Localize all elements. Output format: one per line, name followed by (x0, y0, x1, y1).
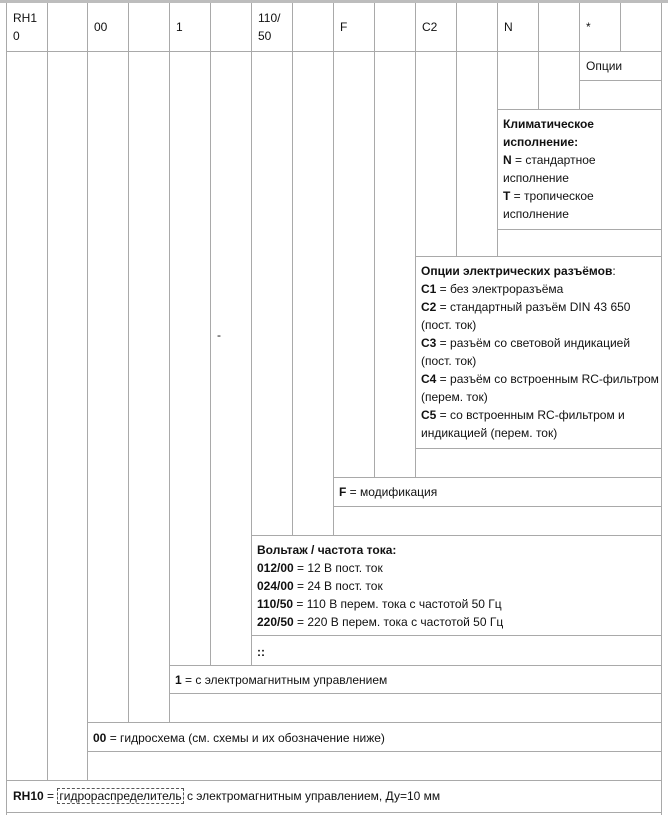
row-line (251, 535, 662, 536)
column-line (251, 3, 252, 666)
connector-code-c1: C1 (421, 282, 437, 296)
product-term-link[interactable]: гидрораспределитель (59, 789, 182, 803)
modification-description (339, 483, 437, 501)
row-line (169, 665, 662, 666)
top-bar (0, 0, 668, 3)
row-line (87, 722, 662, 723)
column-line (169, 3, 170, 723)
voltage-text-110: = 110 В перем. тока с частотой 50 Гц (293, 597, 502, 611)
row-line (6, 780, 662, 781)
connector-text-c3: = разъём со световой индикацией (пост. ток) (421, 336, 631, 368)
connector-description (421, 262, 659, 442)
scheme-text: = гидросхема (см. схемы и их обозначение ниже) (106, 731, 385, 745)
connector-text-c5: = со встроенным RC-фильтром и индикацией (перем. ток) (421, 408, 625, 440)
connector-text-c4: = разъём со встроенным RC-фильтром (перем. ток) (421, 372, 659, 404)
voltage-extra-text: :: (257, 645, 265, 659)
voltage-code-012: 012/00 (257, 561, 294, 575)
column-line (456, 3, 457, 257)
product-text: с электромагнитным управлением, Ду=10 мм (183, 789, 441, 803)
options-label: Опции (586, 59, 623, 73)
code-scheme: 00 (94, 20, 108, 34)
row-line (415, 256, 662, 257)
header-row-line (6, 51, 662, 52)
control-code: 1 (175, 673, 182, 687)
row-line (415, 448, 662, 449)
connector-text-c1: = без электроразъёма (436, 282, 564, 296)
code-series-part1: RH1 (13, 11, 38, 25)
voltage-code-024: 024/00 (257, 579, 294, 593)
climate-text-t: = тропическое исполнение (503, 189, 594, 221)
column-line (47, 3, 48, 781)
table-border-left (6, 3, 7, 815)
code-series-part2: 0 (13, 29, 20, 43)
voltage-text-220: = 220 В перем. тока с частотой 50 Гц (293, 615, 504, 629)
row-line (333, 506, 662, 507)
row-line (497, 109, 662, 110)
row-line (87, 751, 662, 752)
column-line (292, 3, 293, 536)
climate-code-t: T (503, 189, 511, 203)
row-line (579, 80, 662, 81)
scheme-code: 00 (93, 731, 107, 745)
voltage-code-220: 220/50 (257, 615, 294, 629)
connector-text-c2: = стандартный разъём DIN 43 650 (пост. ток) (421, 300, 631, 332)
product-eq: = (43, 789, 58, 803)
product-description (13, 787, 440, 805)
row-line (251, 635, 662, 636)
connector-code-c3: C3 (421, 336, 437, 350)
connector-title: Опции электрических разъёмов (421, 264, 613, 278)
voltage-extra-marker (257, 643, 265, 661)
row-line (497, 229, 662, 230)
column-line (210, 3, 211, 666)
column-line (538, 3, 539, 110)
table-border-bottom (6, 812, 662, 813)
modification-text: = модификация (346, 485, 438, 499)
voltage-code-110: 110/50 (257, 597, 294, 611)
voltage-description (257, 541, 657, 631)
code-options: * (586, 20, 591, 34)
control-description (175, 671, 387, 689)
code-modification: F (340, 20, 348, 34)
column-line (497, 3, 498, 257)
climate-text-n: = стандартное исполнение (503, 153, 596, 185)
code-connector: C2 (422, 20, 438, 34)
column-line (620, 3, 621, 51)
climate-title: Климатическое исполнение: (503, 117, 594, 149)
code-climate: N (504, 20, 513, 34)
row-line (333, 477, 662, 478)
connector-title-colon: : (612, 264, 616, 278)
code-control: 1 (176, 20, 183, 34)
connector-code-c5: C5 (421, 408, 437, 422)
voltage-text-024: = 24 В пост. ток (293, 579, 383, 593)
connector-code-c4: C4 (421, 372, 437, 386)
code-voltage-part2: 50 (258, 29, 272, 43)
voltage-text-012: = 12 В пост. ток (293, 561, 383, 575)
voltage-title: Вольтаж / частота тока: (257, 543, 397, 557)
control-text: = с электромагнитным управлением (181, 673, 388, 687)
code-voltage-part1: 110/ (258, 11, 281, 25)
column-line (87, 3, 88, 781)
dash-marker: - (217, 328, 221, 342)
scheme-description (93, 729, 385, 747)
column-line (415, 3, 416, 478)
column-line (128, 3, 129, 723)
column-line (579, 3, 580, 110)
climate-code-n: N (503, 153, 512, 167)
modification-code: F (339, 485, 347, 499)
connector-code-c2: C2 (421, 300, 437, 314)
row-line (169, 693, 662, 694)
product-code: RH10 (13, 789, 44, 803)
climate-description (503, 115, 659, 223)
column-line (333, 3, 334, 536)
column-line (374, 3, 375, 478)
